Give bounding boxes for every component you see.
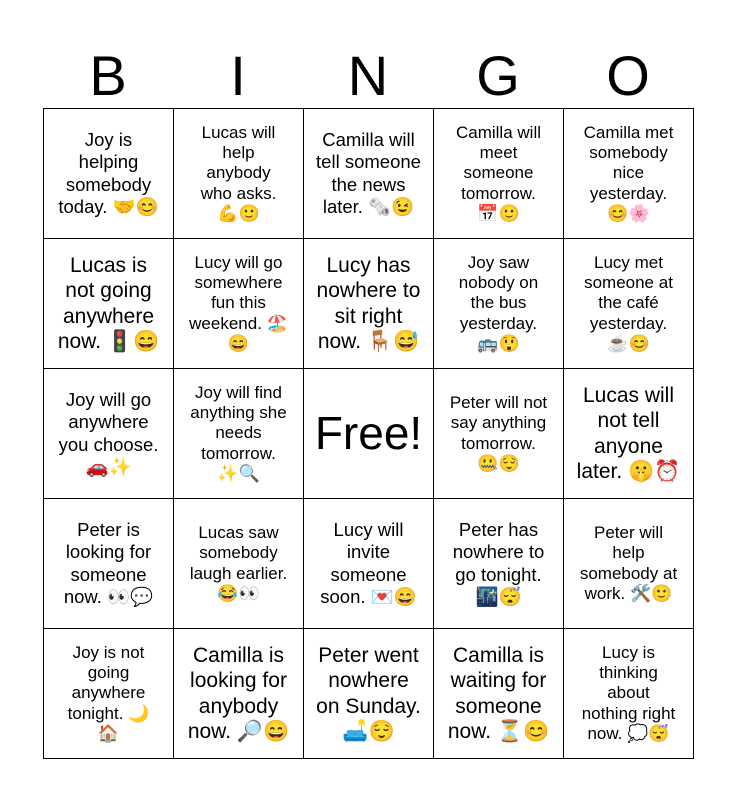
bingo-free-space[interactable]: Free! (304, 369, 434, 499)
bingo-cell-r1c5[interactable]: Camilla met somebody nice yesterday. 😊🌸 (564, 109, 694, 239)
bingo-cell-r2c2[interactable]: Lucy will go somewhere fun this weekend. 🏖️ 😄 (174, 239, 304, 369)
header-letter-b: B (89, 44, 127, 107)
bingo-cell-r2c1[interactable]: Lucas is not going anywhere now. 🚦😄 (44, 239, 174, 369)
bingo-cell-r2c3[interactable]: Lucy has nowhere to sit right now. 🪑😅 (304, 239, 434, 369)
header-letter-g: G (476, 44, 520, 107)
bingo-cell-r5c3[interactable]: Peter went nowhere on Sunday. 🛋️😌 (304, 629, 434, 759)
header-letter-o: O (606, 44, 650, 107)
bingo-cell-r5c4[interactable]: Camilla is waiting for someone now. ⏳😊 (434, 629, 564, 759)
bingo-cell-r4c3[interactable]: Lucy will invite someone soon. 💌😄 (304, 499, 434, 629)
bingo-board (43, 108, 694, 759)
bingo-cell-r1c3[interactable]: Camilla will tell someone the news later. 🗞️😉 (304, 109, 434, 239)
bingo-header (43, 44, 693, 108)
bingo-cell-r3c4[interactable]: Peter will not say anything tomorrow. 🤐😌 (434, 369, 564, 499)
bingo-cell-r4c2[interactable]: Lucas saw somebody laugh earlier. 😂👀 (174, 499, 304, 629)
bingo-cell-r4c1[interactable]: Peter is looking for someone now. 👀💬 (44, 499, 174, 629)
bingo-cell-r3c5[interactable]: Lucas will not tell anyone later. 🤫⏰ (564, 369, 694, 499)
bingo-cell-r1c1[interactable]: Joy is helping somebody today. 🤝😊 (44, 109, 174, 239)
bingo-cell-r5c2[interactable]: Camilla is looking for anybody now. 🔎😄 (174, 629, 304, 759)
header-letter-n: N (347, 44, 389, 107)
bingo-cell-r5c5[interactable]: Lucy is thinking about nothing right now. 💭😴 (564, 629, 694, 759)
bingo-cell-r2c5[interactable]: Lucy met someone at the café yesterday. ☕😊 (564, 239, 694, 369)
bingo-cell-r1c2[interactable]: Lucas will help anybody who asks. 💪🙂 (174, 109, 304, 239)
header-letter-i: I (230, 44, 246, 107)
bingo-cell-r4c4[interactable]: Peter has nowhere to go tonight. 🌃😴 (434, 499, 564, 629)
bingo-cell-r5c1[interactable]: Joy is not going anywhere tonight. 🌙 🏠 (44, 629, 174, 759)
bingo-cell-r2c4[interactable]: Joy saw nobody on the bus yesterday. 🚌😲 (434, 239, 564, 369)
bingo-cell-r3c2[interactable]: Joy will find anything she needs tomorrow. ✨🔍 (174, 369, 304, 499)
bingo-cell-r3c1[interactable]: Joy will go anywhere you choose. 🚗✨ (44, 369, 174, 499)
bingo-cell-r4c5[interactable]: Peter will help somebody at work. 🛠️🙂 (564, 499, 694, 629)
bingo-cell-r1c4[interactable]: Camilla will meet someone tomorrow. 📅🙂 (434, 109, 564, 239)
